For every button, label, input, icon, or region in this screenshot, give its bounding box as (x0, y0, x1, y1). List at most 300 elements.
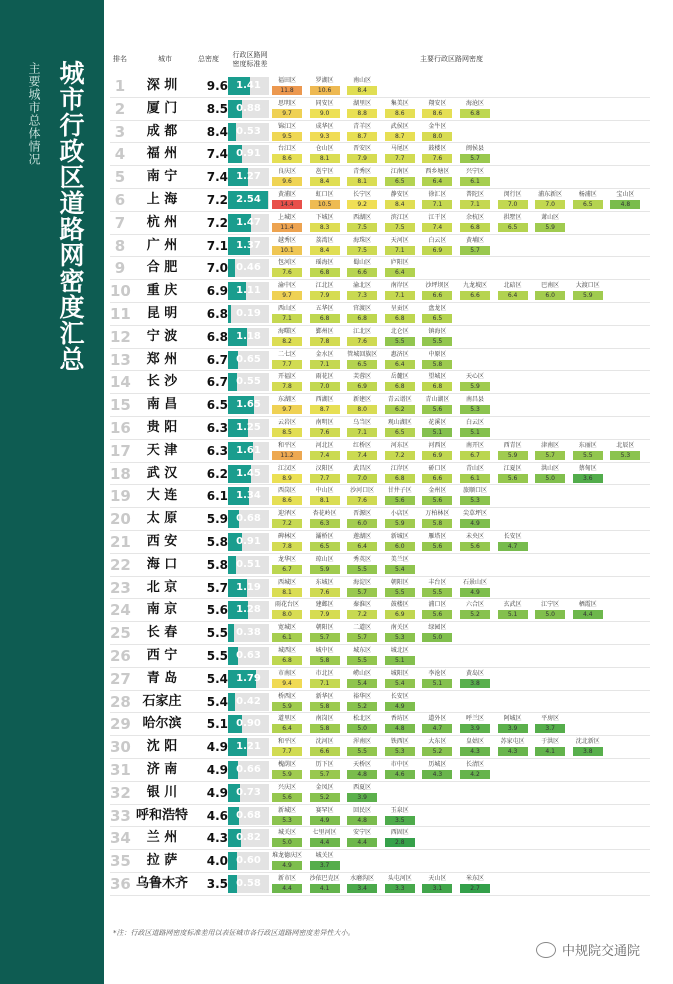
district-density: 8.5 (272, 428, 302, 437)
district-cell (498, 212, 528, 234)
district-name: 六合区 (465, 601, 484, 609)
district-density: 7.6 (310, 588, 340, 597)
district-name: 南关区 (390, 624, 409, 632)
district-density: 3.6 (573, 474, 603, 483)
district-density: 5.6 (460, 542, 490, 551)
district-cell (310, 782, 340, 804)
district-name: 上城区 (277, 213, 296, 221)
district-density: 7.5 (385, 223, 415, 232)
district-name: 河北区 (315, 441, 334, 449)
district-density: 6.8 (310, 314, 340, 323)
district-name: 松北区 (353, 715, 372, 723)
total-density: 6.5 (206, 398, 228, 413)
sd-value: 0.68 (236, 513, 261, 525)
table-row (0, 645, 673, 667)
sd-bar-track (228, 123, 269, 141)
sd-value: 1.37 (236, 239, 261, 251)
district-density: 5.8 (310, 724, 340, 733)
district-cell (498, 189, 528, 211)
district-name: 津南区 (541, 441, 560, 449)
district-name: 罗湖区 (315, 77, 334, 84)
sd-value: 0.53 (236, 125, 261, 137)
district-name: 浦东新区 (538, 191, 563, 198)
district-cell (385, 827, 415, 849)
district-cell (272, 759, 302, 781)
district-cell (385, 189, 415, 211)
district-name: 新建区 (353, 396, 372, 404)
district-name: 金牛区 (428, 122, 447, 130)
rank-number: 1 (114, 77, 126, 95)
district-density: 9.0 (310, 109, 340, 118)
district-density: 7.1 (347, 428, 377, 437)
sd-value: 1.79 (236, 672, 261, 684)
sd-value: 0.82 (236, 832, 261, 844)
district-name: 洪山区 (541, 464, 560, 472)
district-density: 8.7 (310, 405, 340, 414)
district-name: 长清区 (465, 761, 484, 768)
district-cell (422, 349, 452, 371)
table-row (0, 508, 673, 530)
district-cell (272, 554, 302, 576)
district-name: 海沧区 (465, 99, 484, 107)
district-cell (460, 736, 490, 758)
sd-value: 0.90 (236, 718, 261, 730)
district-density: 6.6 (422, 291, 452, 300)
district-name: 天桥区 (353, 761, 372, 768)
district-density: 7.1 (272, 314, 302, 323)
district-cell (385, 554, 415, 576)
district-name: 城西区 (277, 647, 296, 654)
sd-bar-track (228, 807, 269, 825)
header-sd-line2: 密度标准差 (232, 60, 268, 68)
total-density: 6.1 (206, 489, 228, 504)
rank-number: 14 (110, 373, 131, 392)
district-name: 七里河区 (312, 829, 337, 837)
district-cell (272, 577, 302, 599)
district-density: 5.3 (460, 496, 490, 505)
district-name: 翔安区 (428, 99, 447, 107)
district-cell (310, 371, 340, 393)
district-name: 堆龙德庆区 (272, 852, 302, 860)
district-name: 西岗区 (277, 487, 296, 495)
district-density: 5.0 (535, 474, 565, 483)
sd-bar-track (228, 351, 269, 369)
rank-number: 11 (110, 305, 131, 323)
rank-number: 7 (114, 213, 126, 232)
city-name: 沈 阳 (146, 739, 178, 755)
total-density: 4.9 (206, 763, 228, 777)
district-name: 盘龙区 (428, 305, 447, 312)
district-density: 10.6 (310, 86, 340, 95)
table-row (0, 371, 673, 393)
district-density: 6.7 (272, 565, 302, 574)
district-density: 8.6 (422, 109, 452, 118)
district-name: 旅顺口区 (462, 487, 487, 495)
district-density: 4.7 (498, 542, 528, 551)
district-density: 7.1 (422, 200, 452, 209)
district-name: 越秀区 (277, 236, 296, 244)
district-density: 4.7 (422, 724, 452, 733)
district-density: 5.9 (272, 770, 302, 779)
district-name: 包河区 (277, 259, 296, 267)
district-cell (460, 463, 490, 485)
header-rank: 排名 (113, 55, 127, 63)
district-name: 天心区 (465, 373, 484, 381)
sd-value: 0.63 (236, 650, 261, 661)
district-cell (422, 440, 452, 462)
district-cell (347, 166, 377, 188)
rank-number: 29 (110, 715, 131, 734)
district-density: 6.4 (347, 542, 377, 551)
district-cell (347, 668, 377, 690)
district-name: 长安区 (390, 692, 409, 700)
district-density: 5.7 (347, 633, 377, 642)
district-density: 8.4 (310, 246, 340, 255)
district-density: 3.5 (385, 816, 415, 825)
district-density: 5.0 (422, 633, 452, 642)
district-cell (422, 668, 452, 690)
district-density: 7.8 (272, 382, 302, 391)
district-cell (535, 599, 565, 621)
district-density: 6.1 (460, 177, 490, 186)
district-cell (498, 713, 528, 735)
district-cell (573, 189, 603, 211)
district-density: 9.7 (272, 405, 302, 414)
district-density: 7.5 (347, 223, 377, 232)
district-density: 4.8 (385, 724, 415, 733)
district-name: 西山区 (277, 305, 296, 312)
district-name: 集美区 (390, 99, 409, 107)
district-name: 湖里区 (353, 99, 372, 107)
sd-bar-track (228, 145, 269, 163)
district-name: 蔡甸区 (578, 464, 597, 472)
district-density: 6.7 (460, 451, 490, 460)
rank-number: 12 (110, 327, 131, 346)
district-name: 江北区 (353, 327, 372, 335)
total-density: 8.5 (206, 101, 228, 116)
total-density: 6.3 (206, 421, 228, 435)
district-cell (272, 371, 302, 393)
district-name: 朝阳区 (315, 624, 334, 632)
district-cell (272, 713, 302, 735)
sd-value: 1.18 (236, 330, 261, 342)
district-name: 江南区 (390, 168, 409, 176)
district-cell (310, 280, 340, 302)
district-name: 河西区 (428, 441, 447, 449)
district-name: 城阳区 (390, 669, 409, 677)
district-density: 6.6 (347, 268, 377, 277)
district-cell (272, 531, 302, 553)
district-name: 良庆区 (277, 168, 296, 176)
district-name: 瑶海区 (315, 259, 334, 267)
sd-value: 0.19 (236, 308, 261, 319)
district-density: 5.7 (535, 451, 565, 460)
district-cell (460, 873, 490, 895)
district-name: 镇海区 (428, 327, 447, 335)
district-density: 6.0 (385, 542, 415, 551)
district-name: 万柏林区 (425, 510, 450, 518)
district-cell (310, 713, 340, 735)
city-name: 哈尔滨 (142, 716, 182, 732)
district-name: 金凤区 (315, 783, 334, 791)
district-density: 4.1 (535, 747, 565, 756)
district-density: 7.8 (272, 542, 302, 551)
district-density: 5.3 (610, 451, 640, 460)
city-name: 西 安 (146, 534, 178, 549)
district-density: 8.9 (272, 474, 302, 483)
watermark (536, 940, 640, 959)
district-density: 5.7 (460, 154, 490, 163)
table-row (0, 280, 673, 302)
district-name: 海曙区 (277, 327, 296, 335)
district-name: 新城区 (390, 533, 409, 540)
district-density: 6.4 (272, 724, 302, 733)
district-density: 4.4 (310, 838, 340, 847)
district-density: 5.5 (422, 337, 452, 346)
district-name: 历城区 (428, 761, 447, 768)
district-density: 2.8 (385, 838, 415, 847)
district-density: 5.6 (422, 496, 452, 505)
sd-value: 0.58 (236, 878, 261, 889)
district-cell (385, 257, 415, 279)
city-name: 海 口 (146, 556, 178, 572)
district-name: 金州区 (428, 487, 447, 495)
district-density: 7.4 (422, 223, 452, 232)
district-name: 宽城区 (277, 624, 296, 632)
district-cell (347, 805, 377, 827)
total-density: 6.8 (206, 329, 228, 344)
table-row (0, 257, 673, 279)
district-density: 6.5 (498, 223, 528, 232)
district-density: 7.4 (310, 451, 340, 460)
table-row (0, 394, 673, 416)
sd-value: 1.61 (236, 444, 261, 456)
district-cell (272, 850, 302, 872)
district-name: 城中区 (315, 647, 334, 654)
district-cell (310, 75, 340, 97)
district-cell (385, 873, 415, 895)
rank-number: 32 (110, 783, 131, 802)
district-cell (347, 394, 377, 416)
district-cell (385, 736, 415, 758)
district-density: 5.1 (498, 610, 528, 619)
district-density: 5.5 (422, 588, 452, 597)
district-cell (310, 622, 340, 644)
city-name: 石家庄 (142, 693, 182, 709)
rank-number: 26 (110, 647, 131, 665)
district-cell (422, 280, 452, 302)
district-density: 7.9 (310, 291, 340, 300)
sd-bar-track (228, 465, 269, 483)
district-name: 蜀山区 (353, 259, 372, 267)
city-name: 贵 阳 (146, 420, 178, 435)
district-name: 绿园区 (428, 624, 447, 632)
rank-number: 2 (114, 99, 126, 118)
district-density: 8.1 (310, 496, 340, 505)
district-name: 五华区 (315, 305, 334, 312)
district-name: 台江区 (277, 145, 296, 153)
district-cell (272, 508, 302, 530)
district-density: 5.7 (310, 633, 340, 642)
district-cell (272, 75, 302, 97)
district-density: 7.5 (347, 246, 377, 255)
district-cell (498, 736, 528, 758)
district-cell (347, 303, 377, 325)
district-density: 8.0 (422, 132, 452, 141)
district-name: 小店区 (390, 510, 409, 518)
district-density: 8.0 (272, 610, 302, 619)
district-cell (385, 440, 415, 462)
district-cell (272, 349, 302, 371)
district-density: 5.3 (272, 816, 302, 825)
district-name: 江夏区 (503, 464, 522, 472)
district-density: 4.3 (422, 770, 452, 779)
district-name: 城关区 (277, 829, 296, 837)
district-density: 8.4 (347, 86, 377, 95)
district-name: 江宁区 (541, 601, 560, 609)
sd-value: 1.25 (236, 422, 261, 433)
table-row (0, 827, 673, 849)
district-cell (385, 371, 415, 393)
district-name: 余杭区 (465, 213, 484, 221)
sd-bar-track (228, 442, 269, 460)
district-density: 8.6 (272, 154, 302, 163)
table-row (0, 782, 673, 804)
district-cell (347, 257, 377, 279)
total-density: 5.9 (206, 512, 228, 527)
district-density: 11.4 (272, 223, 302, 232)
sd-bar-track (228, 693, 269, 711)
district-cell (422, 98, 452, 120)
rank-number: 27 (110, 669, 131, 688)
district-density: 4.9 (310, 816, 340, 825)
district-density: 7.0 (498, 200, 528, 209)
district-density: 6.0 (347, 519, 377, 528)
district-name: 浑南区 (353, 738, 372, 746)
district-name: 和平区 (277, 738, 296, 746)
table-row (0, 166, 673, 188)
district-name: 中山区 (315, 487, 334, 495)
district-cell (422, 463, 452, 485)
district-cell (310, 577, 340, 599)
row-divider (110, 895, 650, 896)
district-cell (272, 645, 302, 667)
district-name: 东湖区 (277, 396, 296, 404)
district-density: 4.9 (460, 519, 490, 528)
district-name: 萧山区 (541, 213, 560, 221)
district-cell (310, 440, 340, 462)
total-density: 7.2 (206, 193, 228, 207)
district-density: 4.9 (272, 861, 302, 870)
district-name: 西乡塘区 (425, 168, 450, 176)
city-name: 成 都 (146, 123, 178, 139)
district-cell (347, 622, 377, 644)
district-cell (422, 235, 452, 257)
city-name: 乌鲁木齐 (135, 876, 188, 891)
district-cell (347, 485, 377, 507)
district-name: 开福区 (277, 373, 296, 381)
district-density: 6.5 (347, 360, 377, 369)
total-density: 7.1 (206, 238, 228, 253)
district-density: 5.3 (460, 405, 490, 414)
city-name: 青 岛 (146, 670, 178, 686)
district-cell (310, 303, 340, 325)
district-name: 仓山区 (315, 145, 334, 153)
district-cell (498, 440, 528, 462)
district-cell (310, 736, 340, 758)
district-name: 西城区 (277, 578, 296, 586)
table-row (0, 622, 673, 644)
district-name: 栖霞区 (578, 601, 597, 609)
district-cell (460, 212, 490, 234)
table-row (0, 577, 673, 599)
district-name: 黄埔区 (465, 236, 484, 244)
sd-value: 2.54 (236, 194, 261, 205)
district-cell (385, 622, 415, 644)
district-density: 5.5 (347, 747, 377, 756)
district-density: 4.1 (310, 884, 340, 893)
district-name: 徐汇区 (428, 191, 447, 198)
district-density: 9.3 (310, 132, 340, 141)
sd-bar-track (228, 556, 269, 574)
district-name: 桥西区 (277, 692, 296, 700)
district-density: 7.1 (310, 679, 340, 688)
district-cell (422, 326, 452, 348)
district-density: 6.2 (385, 405, 415, 414)
district-cell (310, 166, 340, 188)
district-name: 尖草坪区 (462, 510, 487, 518)
district-density: 5.2 (347, 702, 377, 711)
table-row (0, 235, 673, 257)
district-cell (310, 827, 340, 849)
district-density: 3.7 (535, 724, 565, 733)
district-name: 天山区 (428, 875, 447, 882)
district-name: 晋安区 (353, 145, 372, 153)
district-name: 沈北新区 (575, 738, 600, 746)
district-name: 福田区 (277, 77, 296, 84)
district-name: 沙坪坝区 (425, 282, 450, 290)
district-cell (310, 759, 340, 781)
district-density: 3.7 (310, 861, 340, 870)
district-cell (422, 212, 452, 234)
district-name: 呼兰区 (465, 715, 484, 723)
district-density: 7.0 (310, 382, 340, 391)
district-density: 7.1 (310, 360, 340, 369)
sd-value: 0.66 (236, 764, 261, 775)
table-row (0, 98, 673, 120)
total-density: 4.3 (206, 831, 228, 846)
district-name: 青秀区 (353, 168, 372, 176)
district-density: 7.9 (347, 154, 377, 163)
sd-bar-track (228, 715, 269, 733)
district-density: 3.8 (460, 679, 490, 688)
district-name: 鼓楼区 (428, 145, 447, 153)
sd-bar-track (228, 510, 269, 528)
district-name: 南昌县 (465, 396, 484, 404)
district-density: 3.8 (573, 747, 603, 756)
rank-number: 16 (110, 419, 131, 437)
district-cell (385, 303, 415, 325)
district-cell (385, 394, 415, 416)
table-row (0, 805, 673, 827)
rank-number: 23 (110, 578, 131, 597)
district-name: 赛罕区 (315, 806, 334, 814)
district-density: 6.5 (422, 314, 452, 323)
district-name: 中原区 (428, 350, 447, 358)
district-cell (310, 805, 340, 827)
district-density: 4.4 (347, 838, 377, 847)
district-cell (460, 235, 490, 257)
